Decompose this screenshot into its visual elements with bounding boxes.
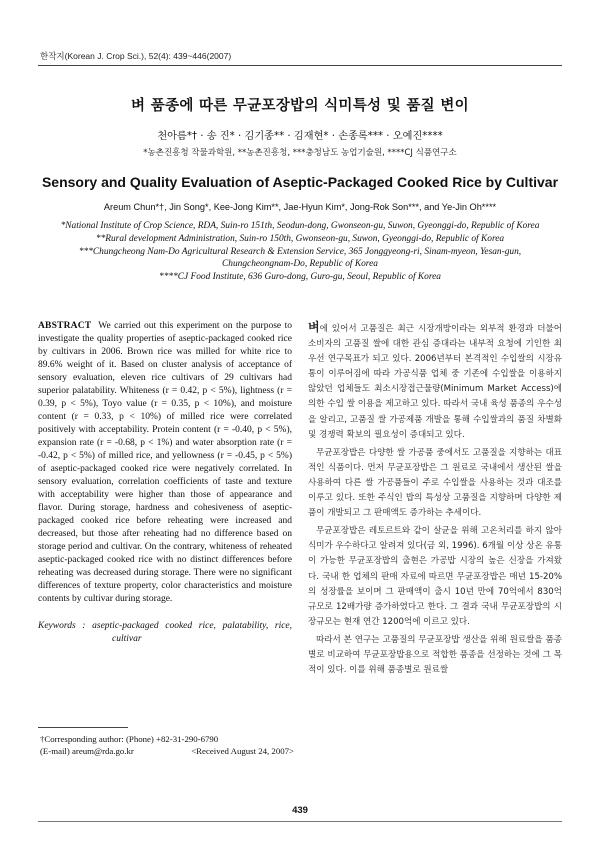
abstract-text: We carried out this experiment on the purpose to investigate the quality properties of aseptic-packaged cooked rice by cultivars in 2006. Brown rice was milled for white rice to 89.6% weight of it. Based on cluster analysis of acceptance of sensory evaluation, eleven rice cultivars of 29 cultivars had superior palatability. Whiteness (r = 0.42, p < 5%), lightness (r = 0.39, p < 5%), Toyo value (r = 0.35, p < 10%), and moisture content (r = 0.33, p < 10%) of milled rice were correlated positively with acceptability. Protein content (r = -0.40, p < 5%), expansion rate (r = -0.68, p < 1%) and water absorption rate (r = -0.42, p < 5%) of milled rice, and yellowness (r = -0.45, p < 5%) of aseptic-packaged cooked rice were negatively correlated. In sensory evaluation, correlation coefficients of taste and texture with acceptability were higher than those of appearance and flavor. During storage, hardness and cohesiveness of aseptic-packaged cooked rice before reheating were increased and decreased, but those after reheating had no difference based on storage period and cultivar. On the contrary, whiteness of reheated aseptic-packaged cooked rice with no distinct differences before reheating was decreased during storage. There were no significant differences of texture property, color characteristics and moisture contents by cultivar during storage. [38,321,292,604]
english-affiliations [60,220,540,284]
affiliation-line: ****CJ Food Institute, 636 Guro-dong, Guro-gu, Seoul, Republic of Korea [159,272,441,283]
footnote [40,733,294,757]
keywords-label: Keywords : [38,621,86,631]
corresponding-author: †Corresponding author: (Phone) +82-31-290-6790 [40,734,219,744]
footnote-row [40,745,294,757]
korean-title: 벼 품종에 따른 무균포장밥의 식미특성 및 품질 변이 [131,98,469,114]
journal-citation: 한작지(Korean J. Crop Sci.), 52(4): 439~446(2007) [40,51,232,61]
received-date: <Received August 24, 2007> [191,746,294,756]
affiliation-line: **Rural development Administration, Suin-ro 150th, Gwonseon-gu, Suwon, Gyeonggi-do, Republic of Korea [95,233,505,244]
footer-rule [38,821,562,822]
affiliation-line: ***Chungcheong Nam-Do Agricultural Research & Extension Service, 365 Jonggyeong-ri, Sinam-myeon, Yesan-gun, Chungcheongnam-Do, Republic of Korea [78,246,522,270]
body-text: 에 있어서 고품질은 최근 시장개방이라는 외부적 환경과 더불어 소비자의 고품질 쌀에 대한 관심 증대라는 내부적 요청에 기인한 최우선 연구목표가 되고 있다. 2006년부터 본격적인 수입쌀의 시장유통이 이루어짐에 따라 가공식품 업체 중 기존에 수입쌀을 이용하지 않았던 업체들도 최소시장접근물량(Minimum Market Access)에 의한 수입 쌀 이용을 제고하고 있다. 따라서 국내 육성 품종의 우수성을 알리고, 고품질 쌀 가공제품 개발을 통해 수입쌀과의 품질 차별화 및 경쟁력 확보의 필요성이 증대되고 있다. [308,324,562,440]
keywords [38,620,292,646]
body-paragraph: 무균포장밥은 다양한 쌀 가공품 중에서도 고품질을 지향하는 대표적인 식품이다. 먼저 무균포장밥은 그 원료로 국내에서 생산된 쌀을 사용하여 다른 쌀 가공품들이 주로 수입쌀을 사용하는 것과 대조를 이루고 있다. 또한 주식인 밥의 특성상 고품질을 지향하며 다양한 제품이 개발되고 그 판매액도 증가하는 추세이다. [308,447,562,519]
abstract-column [38,320,292,646]
body-paragraph [308,320,562,443]
footnote-rule [38,727,128,728]
body-paragraph: 무균포장밥은 레토르트와 같이 살균을 위해 고온처리를 하지 않아 식미가 우수하다고 알려져 있다(금 외, 1996). 6개월 이상 상온 유통이 가능한 무균포장밥의 출현은 가공밥 시장의 높은 신장을 가져왔다. 국내 한 업체의 판매 자료에 따르면 무균포장밥은 매년 15-20%의 성장률을 보이며 그 판매액이 출시 10년 만에 70억에서 830억 규모로 12배가량 증가하였다고 한다. 그 결과 국내 무균포장밥의 시장규모는 현재 연간 1200억에 이르고 있다. [308,526,562,627]
drop-cap: 벼 [308,320,320,334]
email: (E-mail) areum@rda.go.kr [40,746,134,756]
keywords-text: aseptic-packaged cooked rice, palatability, rice, cultivar [92,621,293,644]
korean-authors: 천아름*† · 송 진* · 김기종** · 김재현* · 손종록*** · 오예진**** [157,131,443,142]
body-column [308,320,562,678]
affiliation-line: *National Institute of Crop Science, RDA, Suin-ro 151th, Seodun-dong, Gwonseon-gu, Suwon, Gyeonggi-do, Republic of Korea [60,221,540,231]
abstract-heading: ABSTRACT [38,321,92,331]
body-paragraph: 따라서 본 연구는 고품질의 무균포장밥 생산을 위해 원료쌀을 품종별로 비교하여 무균포장밥용으로 적합한 품종을 선정하는 것에 그 목적이 있다. 이를 위해 품종별로 원료쌀 [308,634,562,676]
english-authors: Areum Chun*†, Jin Song*, Kee-Jong Kim**, Jae-Hyun Kim*, Jong-Rok Son***, and Ye-Jin Oh**** [103,202,497,212]
english-title: Sensory and Quality Evaluation of Aseptic-Packaged Cooked Rice by Cultivar [41,174,559,190]
abstract-paragraph [38,320,292,606]
page-number: 439 [292,805,308,816]
header-rule [38,65,562,66]
korean-affiliations: *농촌진흥청 작물과학원, **농촌진흥청, ***충청남도 농업기술원, ****CJ 식품연구소 [143,148,457,158]
